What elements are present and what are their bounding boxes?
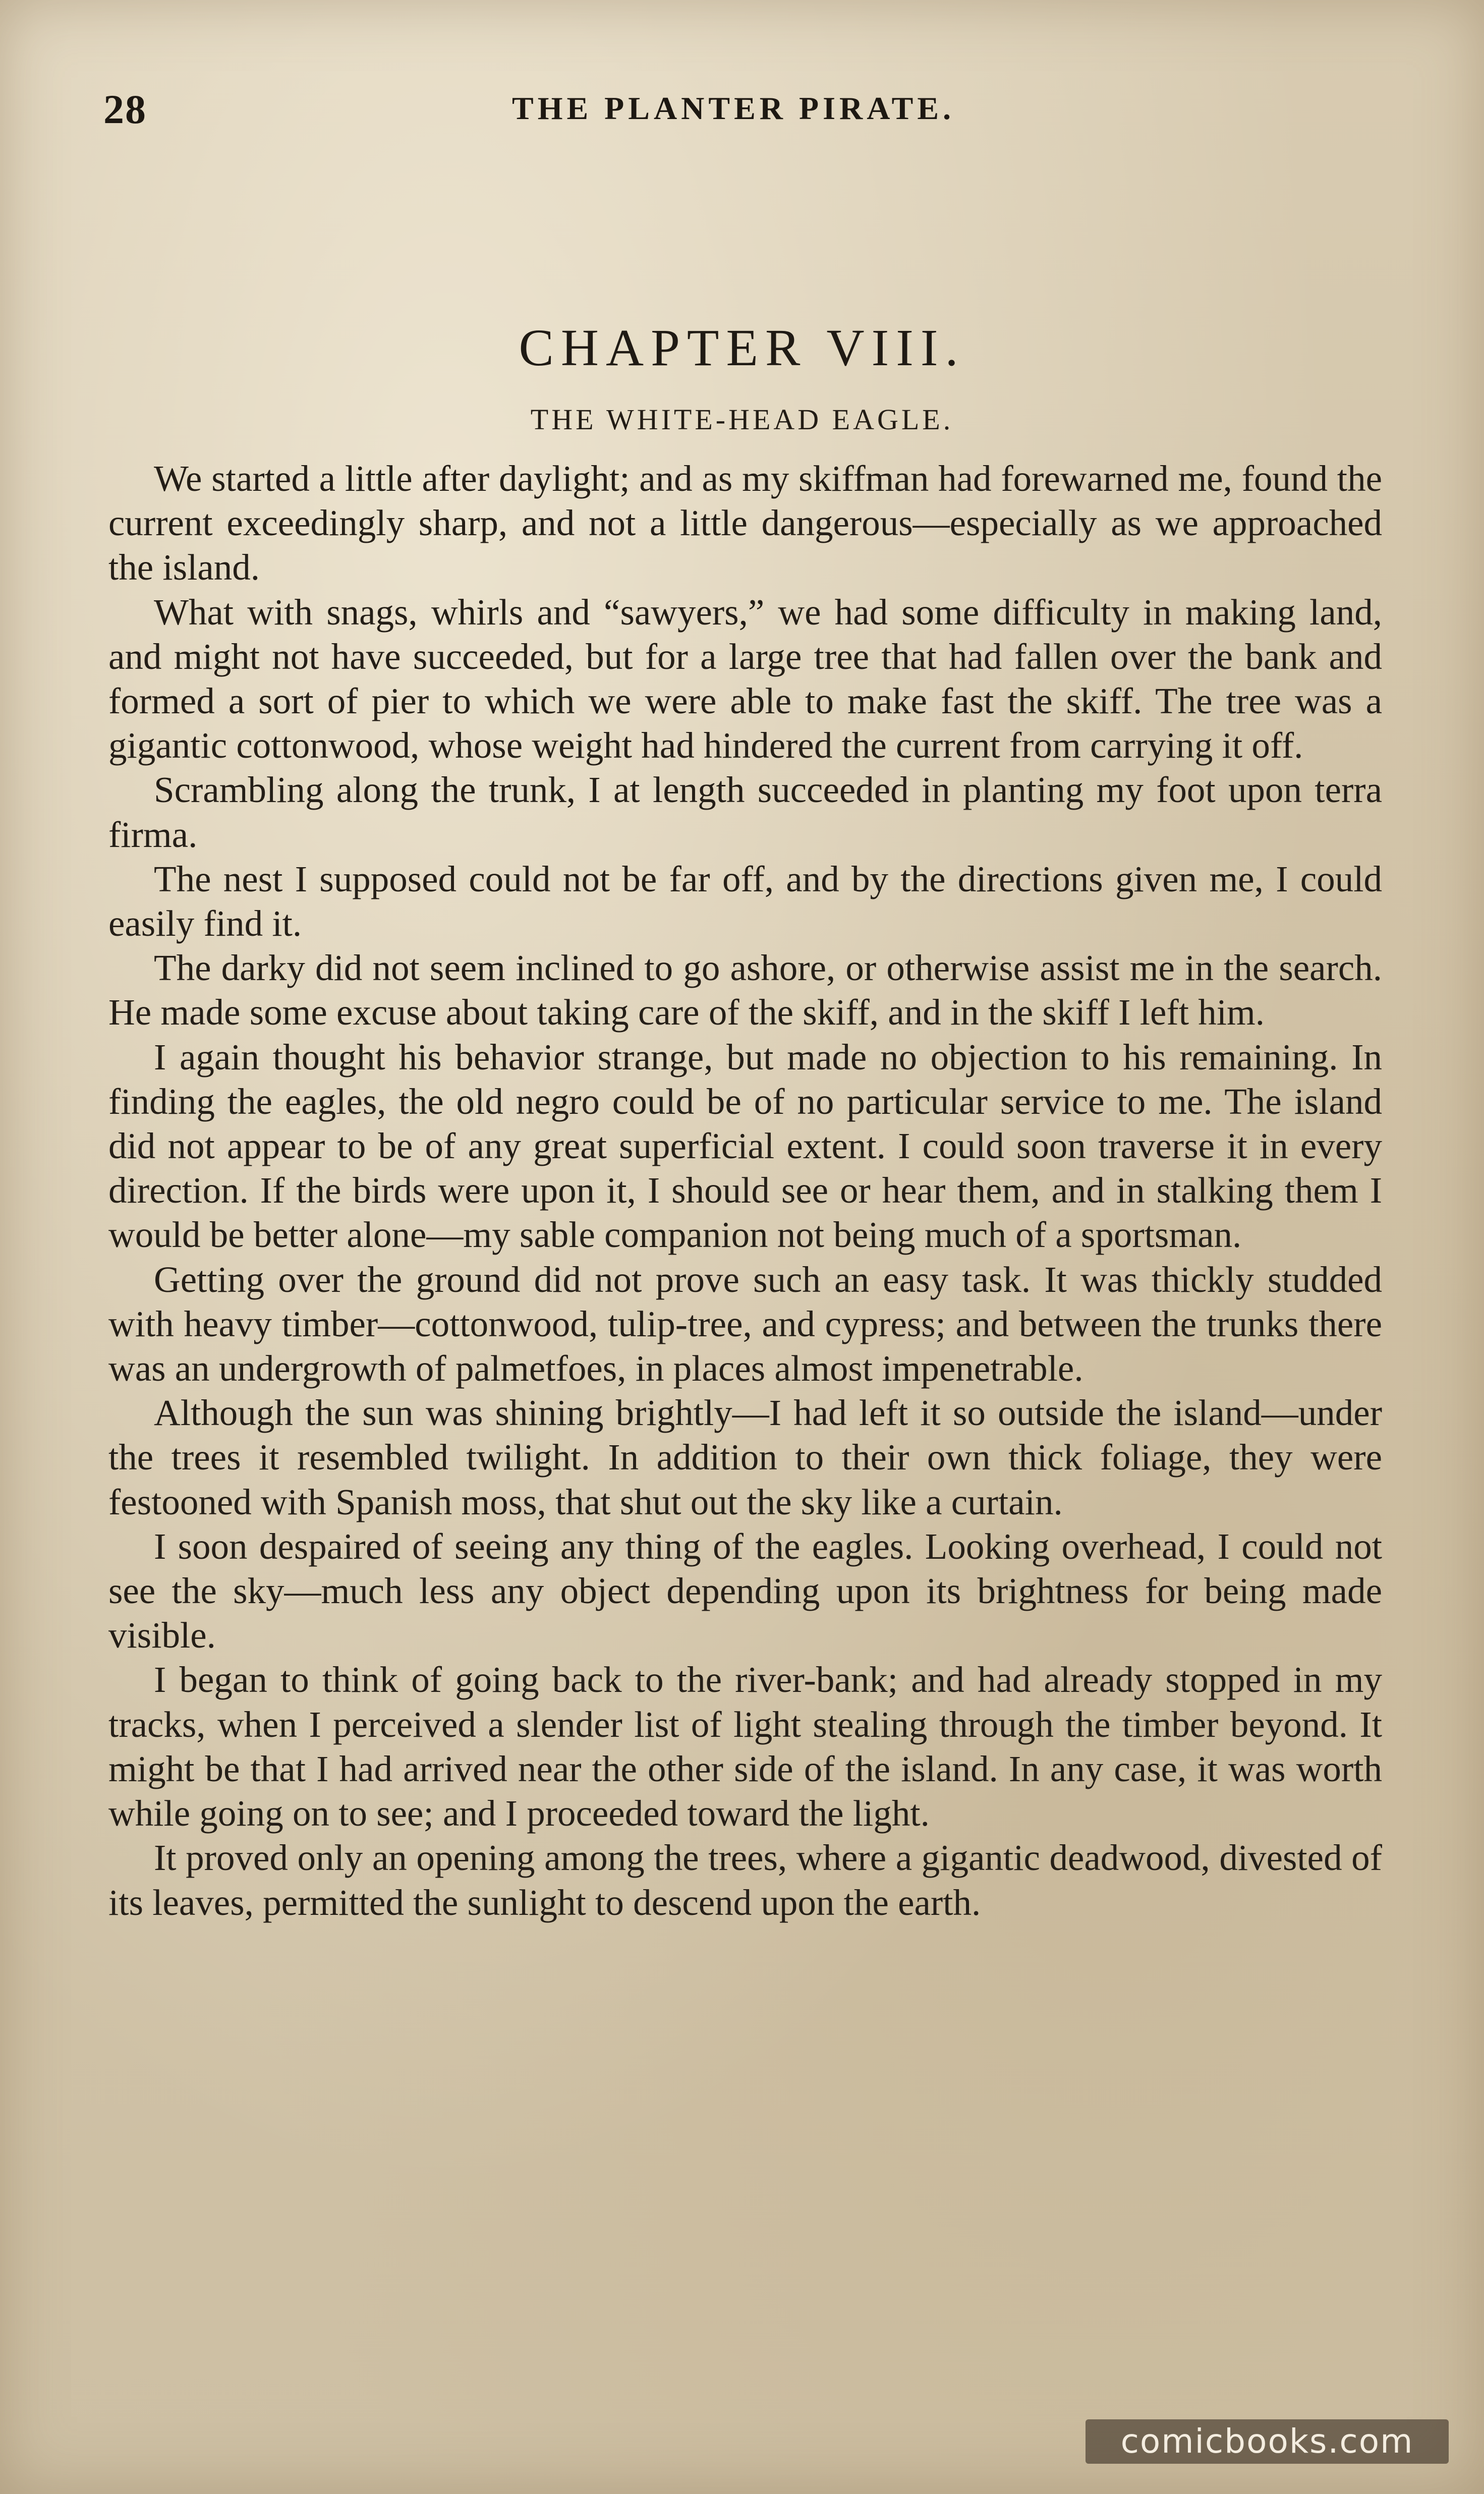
paragraph: The darky did not seem inclined to go ashore, or otherwise assist me in the search. He made some excuse about taking care of the skiff, and in the skiff I left him.	[108, 947, 1382, 1033]
paragraph: The nest I supposed could not be far off, and by the directions given me, I could easily find it.	[108, 858, 1382, 944]
running-header	[103, 86, 1006, 141]
page-number: 28	[103, 86, 147, 132]
paragraph: I began to think of going back to the river-bank; and had already stopped in my tracks, when I perceived a slender list of light stealing through the timber beyond. It might be that I had arrived near the other side of the island. In any case, it was worth while going on to see; and I proceeded toward the light.	[108, 1659, 1382, 1834]
watermark: comicbooks.com	[1086, 2419, 1449, 2464]
chapter-title: THE WHITE-HEAD EAGLE.	[530, 403, 954, 436]
running-title: THE PLANTER PIRATE.	[512, 90, 955, 126]
paragraph: It proved only an opening among the trees, where a gigantic deadwood, divested of its leaves, permitted the sunlight to descend upon the earth.	[108, 1837, 1382, 1923]
paragraph: What with snags, whirls and “sawyers,” we had some difficulty in making land, and might not have succeeded, but for a large tree that had fallen over the bank and formed a sort of pier to which we were able to make fast the skiff. The tree was a gigantic cottonwood, whose weight had hindered the current from carrying it off.	[108, 591, 1382, 766]
paragraph: Although the sun was shining brightly—I had left it so outside the island—under the trees it resembled twilight. In addition to their own thick foliage, they were festooned with Spanish moss, that shut out the sky like a curtain.	[108, 1392, 1382, 1522]
paragraph: We started a little after daylight; and as my skiffman had forewarned me, found the current exceedingly sharp, and not a little dangerous—especially as we approached the island.	[108, 458, 1382, 588]
chapter-heading: CHAPTER VIII.	[519, 319, 965, 377]
paragraph: I again thought his behavior strange, but made no objection to his remaining. In finding the eagles, the old negro could be of no particular service to me. The island did not appear to be of any great superficial extent. I could soon traverse it in every direction. If the birds were upon it, I should see or hear them, and in stalking them I would be better alone—my sable companion not being much of a sportsman.	[108, 1036, 1382, 1256]
paragraph: Scrambling along the trunk, I at length succeeded in planting my foot upon terra firma.	[108, 769, 1382, 855]
paragraph: I soon despaired of seeing any thing of the eagles. Looking overhead, I could not see the sky—much less any object depending upon its brightness for being made visible.	[108, 1525, 1382, 1656]
body-text	[108, 457, 1382, 1925]
paragraph: Getting over the ground did not prove such an easy task. It was thickly studded with heavy timber—cottonwood, tulip-tree, and cypress; and between the trunks there was an undergrowth of palmetfoes, in places almost impenetrable.	[108, 1259, 1382, 1389]
